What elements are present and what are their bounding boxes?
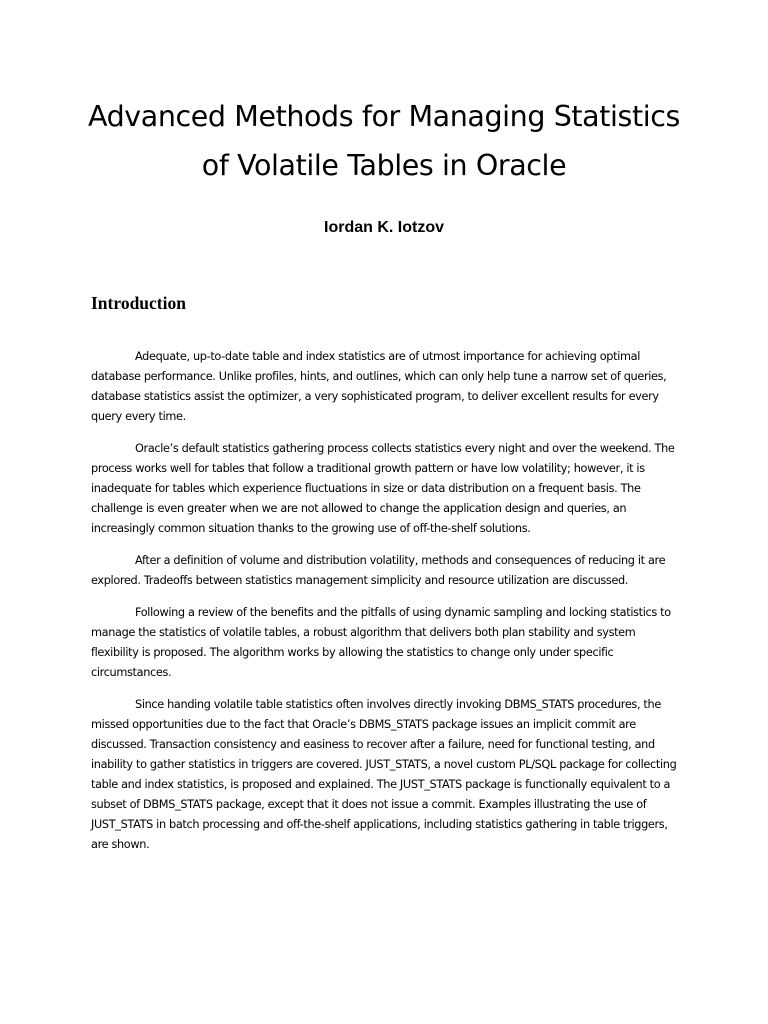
title-line-1: Advanced Methods for Managing Statistics bbox=[88, 100, 680, 133]
title-line-2: of Volatile Tables in Oracle bbox=[201, 149, 567, 182]
document-title bbox=[0, 92, 768, 190]
section-heading-introduction: Introduction bbox=[91, 293, 186, 313]
author-name: Iordan K. Iotzov bbox=[324, 219, 444, 236]
paragraph-5: Since handing volatile table statistics often involves directly invoking DBMS_STATS procedures, the missed opportunities due to the fact that Oracle’s DBMS_STATS package issues an implicit commit are discussed. Transaction consistency and easiness to recover after a failure, need for functional testing, and inability to gather statistics in triggers are covered. JUST_STATS, a novel custom PL/SQL package for collecting table and index statistics, is proposed and explained. The JUST_STATS package is functionally equivalent to a subset of DBMS_STATS package, except that it does not issue a commit. Examples illustrating the use of JUST_STATS in batch processing and off-the-shelf applications, including statistics gathering in table triggers, are shown. bbox=[91, 698, 677, 851]
introduction-body bbox=[91, 347, 686, 867]
paragraph-1: Adequate, up-to-date table and index statistics are of utmost importance for achieving optimal database performance. Unlike profiles, hints, and outlines, which can only help tune a narrow set of queries, database statistics assist the optimizer, a very sophisticated program, to deliver excellent results for every query every time. bbox=[91, 350, 667, 423]
paragraph-4: Following a review of the benefits and the pitfalls of using dynamic sampling and locking statistics to manage the statistics of volatile tables, a robust algorithm that delivers both plan stability and system flexibility is proposed. The algorithm works by allowing the statistics to change only under specific circumstances. bbox=[91, 606, 671, 679]
paragraph-3: After a definition of volume and distribution volatility, methods and consequences of reducing it are explored. Tradeoffs between statistics management simplicity and resource utilization are discussed. bbox=[91, 554, 666, 587]
paragraph-2: Oracle’s default statistics gathering process collects statistics every night and over the weekend. The process works well for tables that follow a traditional growth pattern or have low volatility; however, it is inadequate for tables which experience fluctuations in size or data distribution on a frequent basis. The challenge is even greater when we are not allowed to change the application design and queries, an increasingly common situation thanks to the growing use of off-the-shelf solutions. bbox=[91, 442, 675, 535]
